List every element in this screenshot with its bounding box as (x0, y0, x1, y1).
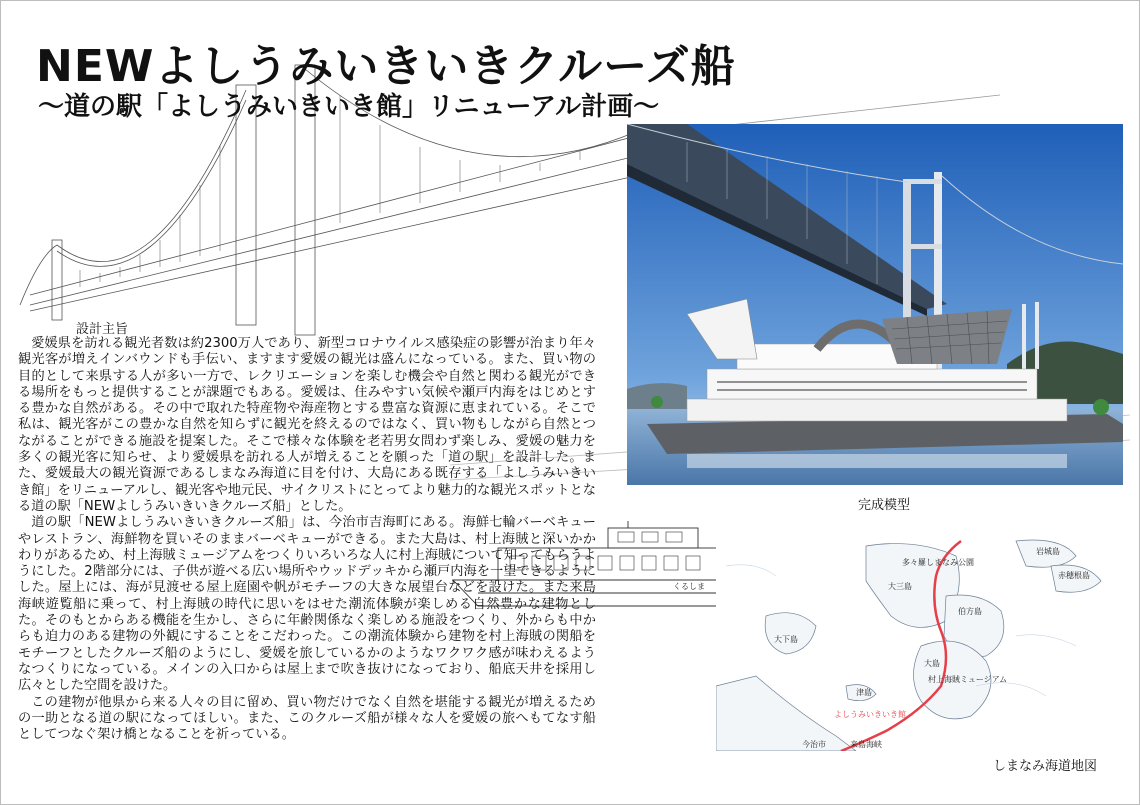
section-label: 設計主旨 (76, 322, 129, 337)
body-text (18, 336, 596, 743)
map-label-oge: 大下島 (774, 635, 798, 644)
body-paragraph: この建物が他県から来る人々の目に留め、買い物だけでなく自然を堪能する観光が増えるための一助となる道の駅になってほしい。また、このクルーズ船が様々な人を愛媛の旅へもてなす船としてつなぐ架け橋となることを祈っている。 (18, 694, 596, 743)
map-label-tsushima: 津島 (856, 688, 872, 697)
photo-caption: 完成模型 (858, 498, 911, 513)
ship-name: くるしま (673, 582, 705, 591)
page-title: NEWよしうみいきいきクルーズ船 (36, 41, 736, 92)
model-photo (627, 124, 1123, 485)
map-label-oshima: 大島 (924, 659, 940, 668)
map-label-tatara: 多々羅しまなみ公園 (902, 558, 974, 567)
map-label-hakata: 伯方島 (958, 607, 982, 616)
map-caption: しまなみ海道地図 (993, 759, 1098, 774)
shimanami-map (716, 536, 1128, 751)
map-label-kurushima: 来島海峡 (850, 740, 882, 749)
page-subtitle: ～道の駅「よしうみいきいき館」リニューアル計画～ (38, 92, 660, 122)
map-label-omishima: 大三島 (888, 582, 912, 591)
body-paragraph: 道の駅「NEWよしうみいきいきクルーズ船」は、今治市吉海町にある。海鮮七輪バーベキューやレストラン、海鮮物を買いそのままバーベキューができる。また大島は、村上海賊と深いかかわりがあるため、村上海賊ミュージアムをつくりいろいろな人に村上海賊について知ってもらうようにした。2階部分には、子供が遊べる広い場所やウッドデッキから瀬戸内海を一望できるようにした。屋上には、海が見渡せる屋上庭園や帆がモチーフの大きな展望台などを設けた。また来島海峡遊覧船に乗って、村上海賊の時代に思いをはせた潮流体験が楽しめる自然豊かな建物とした。そのもとからある機能を生かし、さらに年齢関係なく楽しめる施設をつくり、外からも中からも迫力のある建物の外観にすることをこだわった。この潮流体験から建物を村上海賊の関船をモチーフとしたクルーズ船のようにし、愛媛を旅しているかのようなワクワク感が味わえるようなつくりになっている。メインの入口からは屋上まで吹き抜けになっており、船底天井を採用し広々とした空間を設けた。 (18, 515, 597, 694)
map-label-museum: 村上海賊ミュージアム (928, 675, 1008, 684)
map-label-yoshiumi: よしうみいきいき館 (834, 710, 906, 719)
map-label-imabari: 今治市 (802, 740, 826, 749)
map-label-iwagi: 岩城島 (1036, 547, 1060, 556)
map-label-akaho: 赤穂根島 (1058, 571, 1090, 580)
body-paragraph: 愛媛県を訪れる観光者数は約2300万人であり、新型コロナウイルス感染症の影響が治まり年々観光客が増えインバウンドも手伝い、ますます愛媛の観光は盛んになっている。また、買い物の目的として来県する人が多い一方で、レクリエーションを楽しむ機会や自然と関わる観光ができる場所をもっと提供することが課題でもある。愛媛は、住みやすい気候や瀬戸内海をはじめとする豊かな自然がある。その中で取れた特産物や海産物とする豊富な資源に恵まれている。そこで私は、観光客がこの豊かな自然を知らずに観光を終えるのではなく、買い物もしながら自然とつながることができる施設を提案した。そこで様々な体験を老若男女問わず楽しみ、愛媛の魅力を多くの観光客に知らせ、より愛媛県を訪れる人が増えることを願った「道の駅」を設計した。また、愛媛最大の観光資源であるしまなみ海道に目を付け、大島にある既存する「よしうみいきいき館」をリニューアルし、観光客や地元民、サイクリストにとってより魅力的な観光スポットとなる道の駅「NEWよしうみいきいきクルーズ船」とした。 (18, 336, 596, 514)
